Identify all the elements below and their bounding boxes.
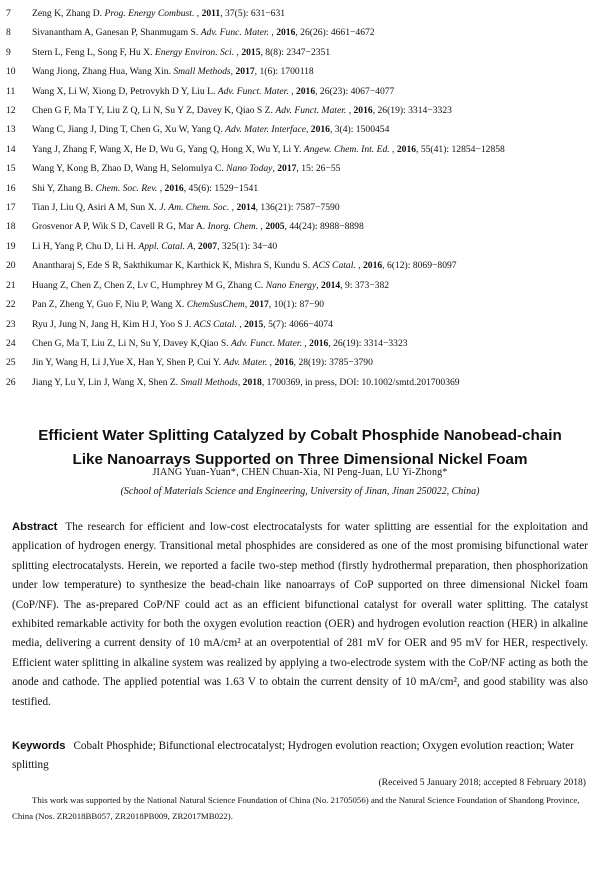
reference-item bbox=[0, 334, 600, 353]
reference-number: 8 bbox=[6, 27, 11, 39]
reference-item bbox=[0, 23, 600, 42]
reference-number: 11 bbox=[6, 85, 16, 97]
reference-details: , 136(21): 7587−7590 bbox=[255, 202, 340, 214]
reference-authors: Tian J, Liu Q, Asiri A M, Sun X. bbox=[32, 202, 160, 214]
reference-details: , 44(24): 8988−8898 bbox=[284, 221, 364, 233]
reference-authors: Stern L, Feng L, Song F, Hu X. bbox=[32, 46, 155, 58]
reference-journal: Adv. Func. Mater. bbox=[200, 27, 269, 39]
reference-authors: Li H, Yang P, Chu D, Li H. bbox=[32, 240, 139, 252]
reference-item bbox=[0, 237, 600, 256]
reference-year: 2016 bbox=[276, 27, 296, 39]
reference-authors: Zeng K, Zhang D. bbox=[32, 8, 105, 19]
funding-note: This work was supported by the National Natural Science Foundation of China (No. 21705056) and the Natural Science Foundation of Shandong Province, China (Nos. ZR2018BB057, ZR2018PB009, ZR2017MB022). bbox=[12, 795, 580, 821]
reference-journal: Small Methods bbox=[180, 376, 238, 388]
keywords bbox=[12, 737, 588, 776]
reference-number: 22 bbox=[6, 299, 16, 311]
reference-year: 2005 bbox=[265, 221, 285, 233]
reference-separator: , bbox=[316, 279, 322, 291]
reference-authors: Chen G, Ma T, Liu Z, Li N, Su Y, Davey K,Qiao S. bbox=[32, 337, 231, 349]
reference-journal: Adv. Funct. Mater. bbox=[217, 85, 289, 97]
reference-item bbox=[0, 120, 600, 139]
reference-authors: Chen G F, Ma T Y, Liu Z Q, Li N, Su Y Z, Davey K, Qiao S Z. bbox=[32, 105, 276, 117]
reference-separator: , bbox=[258, 221, 266, 233]
abstract-label: Abstract bbox=[12, 521, 58, 533]
author-list: JIANG Yuan-Yuan*, CHEN Chuan-Xia, NI Peng-Juan, LU Yi-Zhong* bbox=[152, 467, 448, 478]
reference-separator: , bbox=[268, 27, 277, 39]
reference-journal: ACS Catal. bbox=[193, 318, 237, 330]
reference-year: 2007 bbox=[197, 240, 218, 252]
reference-authors: Jin Y, Wang H, Li J,Yue X, Han Y, Shen P, Cui Y. bbox=[32, 357, 224, 369]
reference-details: , 1(6): 1700118 bbox=[254, 66, 314, 78]
reference-number: 26 bbox=[6, 376, 16, 388]
reference-year: 2016 bbox=[164, 182, 184, 194]
reference-journal: Adv. Mater. bbox=[223, 357, 268, 369]
reference-details: , 8(8): 2347−2351 bbox=[260, 46, 331, 58]
reference-separator: , bbox=[346, 105, 354, 117]
reference-year: 2014 bbox=[321, 279, 341, 291]
keywords-label: Keywords bbox=[12, 740, 66, 752]
reference-authors: Sivanantham A, Ganesan P, Shanmugam S. bbox=[32, 27, 201, 39]
reference-year: 2017 bbox=[277, 163, 297, 175]
reference-details: , 5(7): 4066−4074 bbox=[263, 318, 333, 330]
reference-year: 2016 bbox=[362, 260, 383, 272]
reference-authors: Wang X, Li W, Xiong D, Petrovykh D Y, Liu L. bbox=[32, 85, 218, 97]
keywords-text: Cobalt Phosphide; Bifunctional electrocatalyst; Hydrogen evolution reaction; Oxygen evolution reaction; Water splitting bbox=[12, 740, 574, 772]
paper-title-line-1: Efficient Water Splitting Catalyzed by Cobalt Phosphide Nanobead-chain bbox=[38, 427, 562, 444]
reference-number: 25 bbox=[6, 357, 16, 369]
reference-details: , 15: 26−55 bbox=[296, 163, 341, 175]
reference-year: 2016 bbox=[309, 337, 329, 349]
reference-authors: Pan Z, Zheng Y, Guo F, Niu P, Wang X. bbox=[32, 299, 187, 311]
reference-item bbox=[0, 295, 600, 314]
reference-journal: Angew. Chem. Int. Ed. bbox=[303, 143, 390, 155]
reference-number: 9 bbox=[6, 46, 11, 58]
reference-number: 14 bbox=[6, 143, 16, 155]
reference-number: 20 bbox=[6, 260, 16, 272]
reference-details: , 26(19): 3314−3323 bbox=[328, 337, 408, 349]
reference-details: , 1700369, in press, DOI: 10.1002/smtd.201700369 bbox=[261, 376, 460, 388]
reference-details: , 10(1): 87−90 bbox=[268, 299, 325, 311]
reference-authors: Jiang Y, Lu Y, Lin J, Wang X, Shen Z. bbox=[32, 376, 181, 388]
reference-item bbox=[0, 140, 600, 159]
reference-journal: Appl. Catal. A bbox=[138, 240, 194, 252]
reference-separator: , bbox=[194, 8, 202, 19]
reference-details: , 26(26): 4661−4672 bbox=[295, 27, 375, 39]
abstract-text: The research for efficient and low-cost electrocatalysts for water splitting are essential for the exploitation and application of hydrogen energy. Transitional metal phosphides are considered as one of the most promising bifunctional water splitting electrocatalysts. Herein, we reported a facile two-step method (firstly hydrothermal preparation, then phosphorization under low temperature) to synthesize the bead-chain like nanoarrays of CoP supported on three dimensional Nickel foam (CoP/NF). The as-prepared CoP/NF could act as an efficient bifunctional catalyst for overall water splitting. The catalyst exhibited remarkable activity for both the oxygen evolution reaction (OER) and hydrogen evolution reaction (HER) in alkaline media, delivering a current density of 10 mA/cm² at an overpotential of 281 mV for OER and 95 mV for HER, respectively. Efficient water splitting in alkaline system was realized by applying a two-electrode system with the CoP/NF acting as both the anode and cathode. The applied potential was 1.63 V to obtain the current density of 10 mA/cm², and good stability was also testified. bbox=[12, 521, 588, 708]
reference-details: , 26(23): 4067−4077 bbox=[315, 85, 395, 97]
reference-journal: J. Am. Chem. Soc. bbox=[159, 202, 230, 214]
reference-number: 12 bbox=[6, 105, 16, 117]
reference-authors: Huang Z, Chen Z, Chen Z, Lv C, Humphrey M G, Zhang C. bbox=[32, 279, 266, 291]
reference-separator: , bbox=[230, 66, 236, 78]
reference-item bbox=[0, 43, 600, 62]
reference-year: 2015 bbox=[241, 46, 261, 58]
reference-separator: , bbox=[234, 46, 242, 58]
reference-authors: Shi Y, Zhang B. bbox=[32, 182, 96, 194]
reference-journal: Adv. Funct. Mater. bbox=[230, 337, 302, 349]
reference-separator: , bbox=[236, 318, 245, 330]
reference-separator: , bbox=[301, 337, 310, 349]
reference-separator: , bbox=[355, 260, 363, 272]
reference-number: 21 bbox=[6, 279, 16, 291]
reference-year: 2014 bbox=[236, 202, 256, 214]
reference-year: 2016 bbox=[310, 124, 330, 136]
reference-separator: , bbox=[244, 299, 250, 311]
reference-authors: Anantharaj S, Ede S R, Sakthikumar K, Karthick K, Mishra S, Kundu S. bbox=[32, 260, 313, 272]
reference-separator: , bbox=[229, 202, 237, 214]
reference-year: 2016 bbox=[396, 143, 417, 155]
reference-separator: , bbox=[272, 163, 278, 175]
reference-journal: Nano Today bbox=[226, 163, 273, 175]
reference-details: , 55(41): 12854−12858 bbox=[416, 143, 505, 155]
reference-separator: , bbox=[288, 85, 296, 97]
reference-year: 2016 bbox=[353, 105, 373, 117]
reference-item bbox=[0, 256, 600, 275]
reference-year: 2011 bbox=[201, 8, 221, 19]
reference-details: , 28(19): 3785−3790 bbox=[293, 357, 373, 369]
reference-number: 23 bbox=[6, 318, 16, 330]
affiliation: (School of Materials Science and Engineering, University of Jinan, Jinan 250022, China) bbox=[120, 486, 480, 497]
reference-number: 16 bbox=[6, 182, 16, 194]
reference-journal: Small Methods bbox=[173, 66, 231, 78]
reference-separator: , bbox=[389, 143, 397, 155]
reference-journal: Energy Environ. Sci. bbox=[154, 46, 235, 58]
reference-year: 2015 bbox=[244, 318, 264, 330]
reference-authors: Wang Y, Kong B, Zhao D, Wang H, Selomulya C. bbox=[32, 163, 227, 175]
reference-number: 24 bbox=[6, 337, 16, 349]
reference-details: , 45(6): 1529−1541 bbox=[183, 182, 259, 194]
reference-journal: Inorg. Chem. bbox=[207, 221, 259, 233]
reference-separator: , bbox=[267, 357, 275, 369]
reference-separator: , bbox=[305, 124, 311, 136]
reference-item bbox=[0, 198, 600, 217]
reference-details: , 6(12): 8069−8097 bbox=[382, 260, 457, 272]
reference-item bbox=[0, 276, 600, 295]
reference-year: 2017 bbox=[235, 66, 255, 78]
reference-item bbox=[0, 179, 600, 198]
reference-authors: Grosvenor A P, Wik S D, Cavell R G, Mar A. bbox=[32, 221, 208, 233]
reference-item bbox=[0, 62, 600, 81]
reference-year: 2016 bbox=[274, 357, 294, 369]
reference-authors: Ryu J, Jung N, Jang H, Kim H J, Yoo S J. bbox=[32, 318, 194, 330]
reference-year: 2016 bbox=[295, 85, 316, 97]
reference-number: 18 bbox=[6, 221, 16, 233]
reference-item bbox=[0, 217, 600, 236]
reference-item bbox=[0, 315, 600, 334]
reference-journal: Prog. Energy Combust. bbox=[104, 8, 195, 19]
reference-item bbox=[0, 101, 600, 120]
reference-number: 10 bbox=[6, 66, 16, 78]
reference-number: 15 bbox=[6, 163, 16, 175]
reference-number: 13 bbox=[6, 124, 16, 136]
received-dates: (Received 5 January 2018; accepted 8 February 2018) bbox=[378, 777, 586, 788]
reference-authors: Wang Jiong, Zhang Hua, Wang Xin. bbox=[32, 66, 174, 78]
reference-item bbox=[0, 353, 600, 372]
reference-list bbox=[0, 4, 600, 392]
reference-journal: Nano Energy bbox=[265, 279, 317, 291]
reference-details: , 37(5): 631−631 bbox=[220, 8, 286, 19]
reference-journal: Adv. Mater. Interface bbox=[225, 124, 306, 136]
reference-separator: , bbox=[193, 240, 198, 252]
reference-journal: Adv. Funct. Mater. bbox=[275, 105, 347, 117]
reference-authors: Wang C, Jiang J, Ding T, Chen G, Xu W, Yang Q. bbox=[32, 124, 226, 136]
reference-year: 2018 bbox=[242, 376, 262, 388]
reference-journal: ACS Catal. bbox=[312, 260, 356, 272]
abstract bbox=[12, 518, 588, 712]
reference-journal: ChemSusChem bbox=[186, 299, 245, 311]
reference-details: , 325(1): 34−40 bbox=[217, 240, 278, 252]
reference-year: 2017 bbox=[249, 299, 269, 311]
reference-item bbox=[0, 373, 600, 392]
reference-number: 19 bbox=[6, 240, 16, 252]
reference-number: 7 bbox=[6, 8, 11, 19]
reference-authors: Yang J, Zhang F, Wang X, He D, Wu G, Yang Q, Hong X, Wu Y, Li Y. bbox=[32, 143, 304, 155]
reference-item bbox=[0, 82, 600, 101]
reference-separator: , bbox=[157, 182, 165, 194]
reference-details: , 3(4): 1500454 bbox=[329, 124, 390, 136]
reference-item bbox=[0, 4, 600, 23]
reference-separator: , bbox=[237, 376, 243, 388]
reference-details: , 26(19): 3314−3323 bbox=[372, 105, 452, 117]
paper-title-line-2: Like Nanoarrays Supported on Three Dimensional Nickel Foam bbox=[72, 451, 528, 468]
reference-item bbox=[0, 159, 600, 178]
reference-number: 17 bbox=[6, 202, 16, 214]
reference-details: , 9: 373−382 bbox=[340, 279, 390, 291]
reference-journal: Chem. Soc. Rev. bbox=[95, 182, 158, 194]
